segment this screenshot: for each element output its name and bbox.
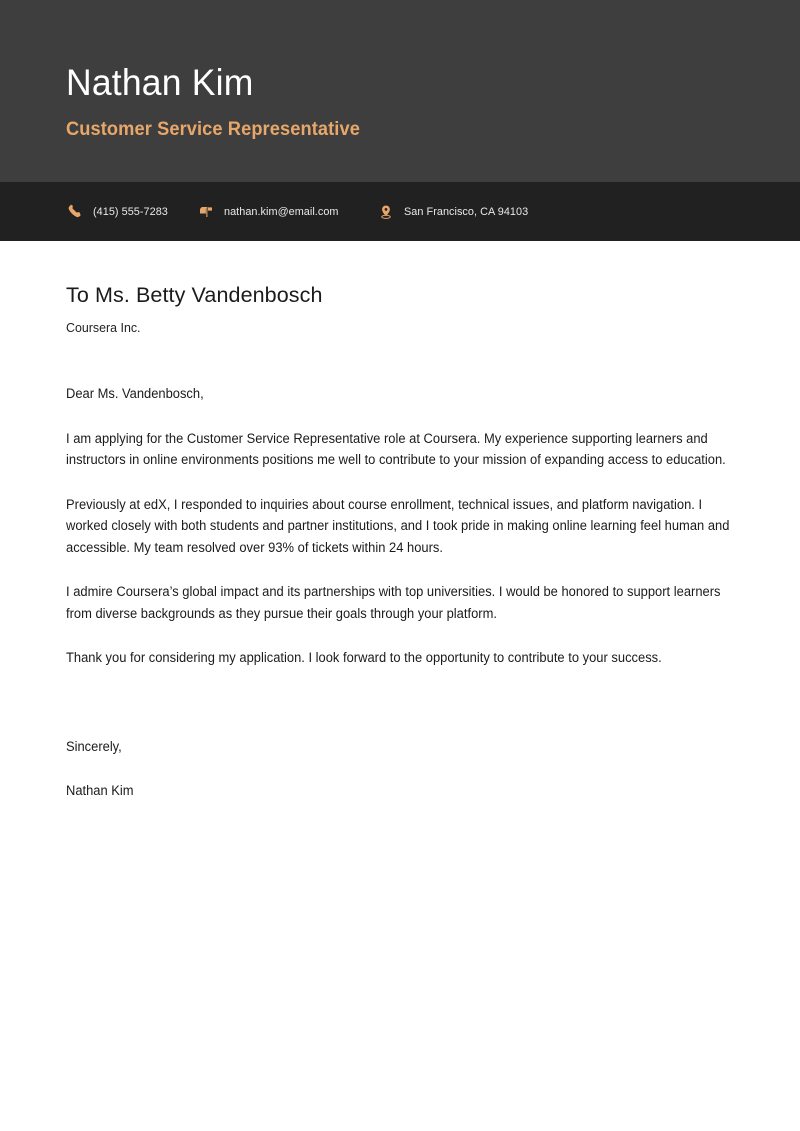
location-pin-icon xyxy=(377,203,394,220)
recipient-name: To Ms. Betty Vandenbosch xyxy=(66,283,323,307)
letter-paragraph: Thank you for considering my application. I look forward to the opportunity to contribute to your success. xyxy=(66,650,662,666)
recipient-block xyxy=(66,241,738,336)
contact-strip xyxy=(0,182,800,241)
contact-item-email[interactable] xyxy=(197,182,377,241)
page-title: Nathan Kim xyxy=(66,62,254,103)
signature-name: Nathan Kim xyxy=(66,783,134,799)
closing-salutation: Sincerely, xyxy=(66,738,122,754)
letter-paragraphs xyxy=(66,405,738,669)
contact-email-label: nathan.kim@email.com xyxy=(224,205,339,218)
contact-location-label: San Francisco, CA 94103 xyxy=(404,205,529,218)
letter-paragraph: Previously at edX, I responded to inquiries about course enrollment, technical issues, and platform navigation. I worked closely with both students and partner institutions, and I took pride in making online learning feel human and accessible. My team resolved over 93% of tickets within 24 hours. xyxy=(66,496,730,555)
letter-paragraph: I admire Coursera’s global impact and its partnerships with top universities. I would be honored to support learners from diverse backgrounds as they pursue their goals through your platform. xyxy=(66,584,721,621)
contact-item-phone[interactable] xyxy=(66,182,197,241)
recipient-company: Coursera Inc. xyxy=(66,319,141,335)
job-title: Customer Service Representative xyxy=(66,118,360,140)
contact-item-location[interactable] xyxy=(377,182,532,241)
salutation: Dear Ms. Vandenbosch, xyxy=(66,386,204,402)
contact-phone-label: (415) 555-7283 xyxy=(93,205,168,218)
phone-icon xyxy=(66,203,83,220)
header-band xyxy=(0,0,800,182)
header-identity-block xyxy=(66,63,740,142)
mailbox-icon xyxy=(197,203,214,220)
letter-body xyxy=(66,241,738,802)
letter-paragraph: I am applying for the Customer Service Representative role at Coursera. My experience supporting learners and instructors in online environments positions me well to contribute to your mission of expanding access to education. xyxy=(66,430,726,468)
